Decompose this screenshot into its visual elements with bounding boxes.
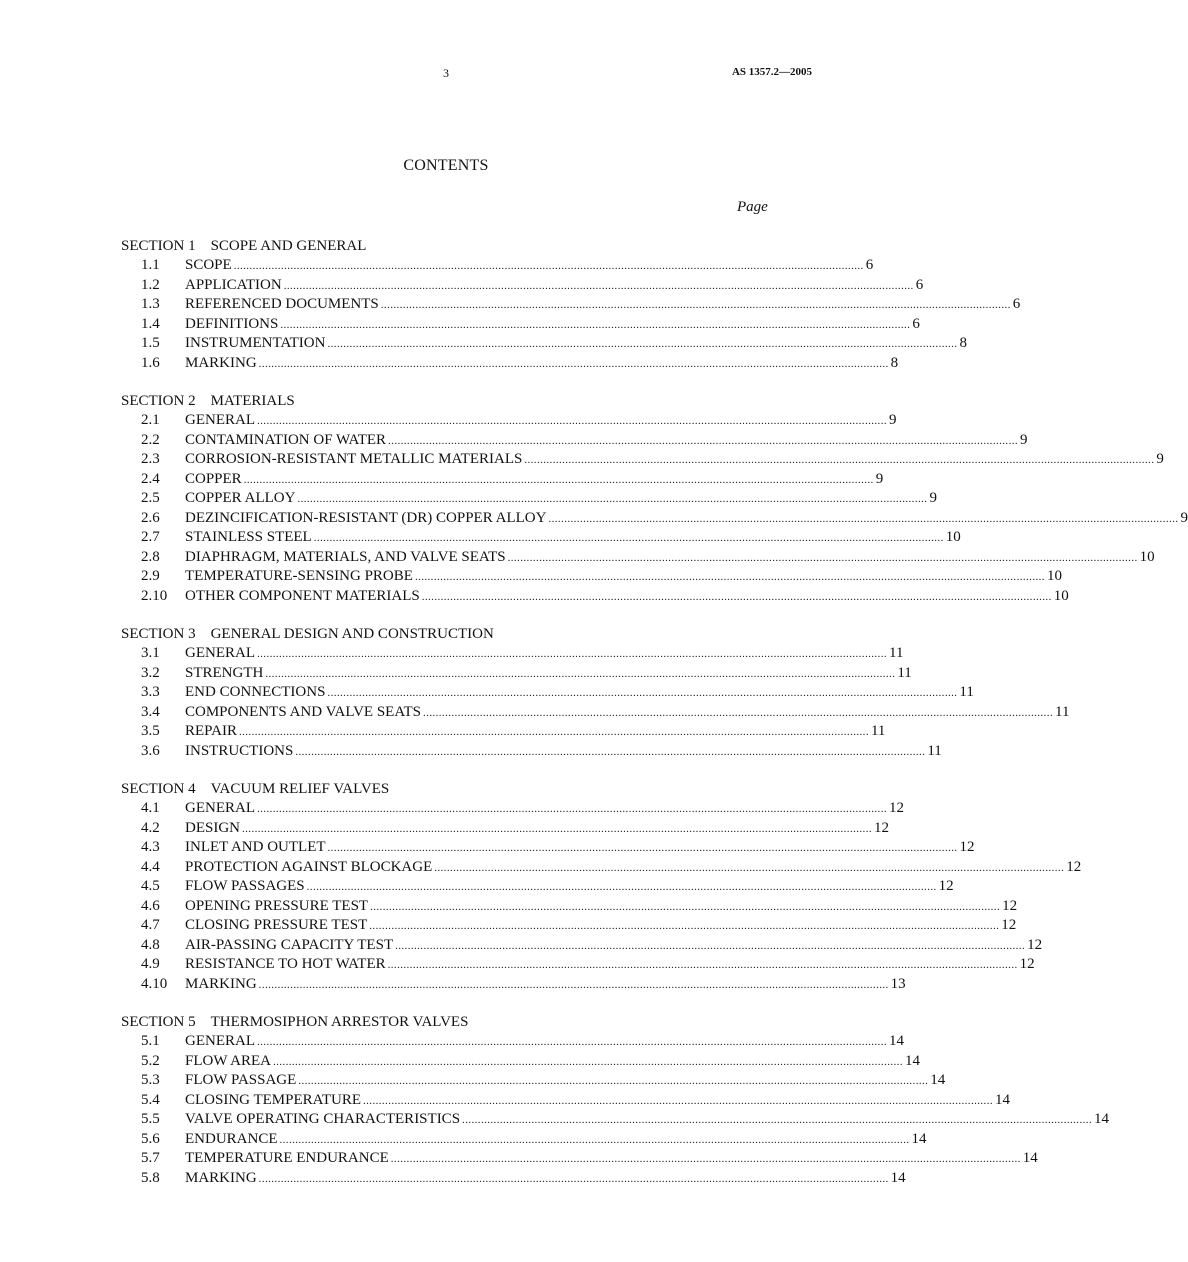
entry-page-number: 9 [1180,509,1188,526]
entry-title: CLOSING PRESSURE TEST [185,917,368,933]
toc-entry[interactable] [121,897,1018,917]
entry-number: 2.5 [141,490,160,506]
entry-number: 4.6 [141,897,160,914]
dot-leader: ........................................................................................................................................................................................................ [295,745,926,758]
entry-number: 1.3 [141,296,160,312]
toc-entry[interactable] [121,567,1062,587]
entry-page-number: 12 [1002,897,1018,914]
toc-entry[interactable] [121,799,904,819]
entry-page-number: 12 [1066,858,1082,875]
dot-leader: ........................................................................................................................................................................................................ [313,532,944,544]
entry-title: GENERAL [185,1033,255,1049]
toc-entry[interactable] [121,1052,920,1072]
entry-number: 3.6 [141,742,160,759]
entry-number: 1.4 [141,315,160,332]
entry-page-number: 10 [945,529,961,545]
toc-entry[interactable] [121,276,924,296]
toc-entry[interactable] [121,1091,1010,1111]
entry-number: 2.9 [141,568,160,584]
entry-title: OPENING PRESSURE TEST [185,897,369,914]
entry-title: GENERAL [185,800,255,816]
entry-page-number: 12 [874,819,889,836]
entry-page-number: 14 [904,1052,920,1069]
entry-title: AIR-PASSING CAPACITY TEST [185,936,394,953]
toc-entry[interactable] [121,256,874,276]
toc-entry[interactable] [121,838,975,858]
entry-title: MARKING [185,1169,257,1186]
entry-page-number: 6 [912,315,920,332]
entry-title: INLET AND OUTLET [185,839,326,855]
entry-page-number: 12 [889,800,904,816]
toc-entry[interactable] [121,411,897,431]
entry-title: SCOPE [185,257,232,273]
entry-page-number: 11 [889,645,904,661]
entry-number: 5.7 [141,1150,160,1166]
toc-entry[interactable] [121,1032,904,1052]
toc-entry[interactable] [121,431,1028,451]
dot-leader: ........................................................................................................................................................................................................ [369,920,1000,932]
entry-page-number: 11 [897,664,912,681]
entry-page-number: 14 [889,1033,904,1049]
dot-leader: ........................................................................................................................................................................................................ [280,318,911,331]
toc-entry[interactable] [121,528,961,548]
section-gap [121,994,771,1012]
dot-leader: ........................................................................................................................................................................................................ [387,959,1018,971]
entry-number: 2.4 [141,470,160,487]
entry-number: 1.2 [141,276,160,293]
entry-number: 1.5 [141,335,160,351]
entry-number: 5.1 [141,1033,160,1049]
toc-entry[interactable] [121,703,1070,723]
entry-page-number: 11 [927,742,942,759]
entry-page-number: 6 [1012,296,1021,312]
section-heading[interactable]: SECTION 2 MATERIALS [121,393,295,409]
toc-entry[interactable] [121,295,1021,315]
toc-entry[interactable] [121,1071,946,1091]
entry-page-number: 9 [1156,451,1164,467]
entry-page-number: 11 [1055,703,1070,720]
dot-leader: ........................................................................................................................................................................................................ [390,1153,1021,1165]
dot-leader: ........................................................................................................................................................................................................ [388,434,1019,447]
entry-number: 5.4 [141,1091,160,1108]
entry-page-number: 9 [889,412,897,428]
entry-title: END CONNECTIONS [185,684,326,700]
toc-section [121,779,1082,994]
toc-entry[interactable] [121,334,967,354]
entry-page-number: 14 [930,1072,946,1088]
entry-number: 3.5 [141,723,160,739]
toc-section [121,624,1070,761]
entry-page-number: 9 [875,470,884,487]
entry-number: 2.2 [141,431,160,448]
entry-title: DEZINCIFICATION-RESISTANT (DR) COPPER ALLOY [185,509,547,526]
dot-leader: ........................................................................................................................................................................................................ [297,493,928,505]
dot-leader: ........................................................................................................................................................................................................ [258,1172,889,1185]
dot-leader: ........................................................................................................................................................................................................ [257,648,887,660]
dot-leader: ........................................................................................................................................................................................................ [298,1075,929,1087]
toc-entry[interactable] [121,819,889,839]
toc-entry[interactable] [121,1130,927,1150]
entry-title: PROTECTION AGAINST BLOCKAGE [185,858,433,875]
entry-page-number: 14 [1022,1150,1038,1166]
dot-leader: ........................................................................................................................................................................................................ [414,571,1045,583]
entry-title: FLOW PASSAGE [185,1072,297,1088]
dot-leader: ........................................................................................................................................................................................................ [257,415,887,427]
entry-title: CONTAMINATION OF WATER [185,431,387,448]
dot-leader: ........................................................................................................................................................................................................ [380,299,1011,311]
entry-title: DIAPHRAGM, MATERIALS, AND VALVE SEATS [185,548,506,565]
section-heading[interactable]: SECTION 1 SCOPE AND GENERAL [121,238,367,254]
entry-number: 1.1 [141,257,160,273]
entry-title: TEMPERATURE ENDURANCE [185,1150,389,1166]
document-id: AS 1357.2—2005 [731,66,812,78]
dot-leader: ........................................................................................................................................................................................................ [265,667,896,680]
entry-title: DESIGN [185,819,240,836]
page-number: 3 [443,66,449,80]
entry-title: FLOW AREA [185,1052,271,1069]
entry-page-number: 12 [1027,936,1043,953]
dot-leader: ........................................................................................................................................................................................................ [507,551,1138,564]
contents-title: CONTENTS [403,157,489,174]
toc-entry[interactable] [121,1110,1110,1130]
entry-title: REPAIR [185,723,237,739]
dot-leader: ........................................................................................................................................................................................................ [548,512,1179,525]
entry-title: MARKING [185,975,257,992]
entry-number: 4.9 [141,956,160,972]
toc-entry[interactable] [121,877,954,897]
entry-page-number: 10 [1053,587,1069,604]
entry-title: TEMPERATURE-SENSING PROBE [185,568,413,584]
entry-title: MARKING [185,354,257,371]
entry-page-number: 8 [890,354,899,371]
toc-entry[interactable] [121,548,1155,568]
toc-entry[interactable] [121,644,904,664]
toc-entry[interactable] [121,664,912,684]
dot-leader: ........................................................................................................................................................................................................ [257,1036,887,1048]
entry-number: 2.3 [141,451,160,467]
entry-number: 1.6 [141,354,160,371]
entry-number: 4.10 [141,975,168,992]
entry-page-number: 13 [890,975,906,992]
dot-leader: ........................................................................................................................................................................................................ [279,1133,910,1146]
entry-title: COPPER [185,470,242,487]
entry-page-number: 8 [959,335,967,351]
page-column-label: Page [737,199,768,215]
entry-title: RESISTANCE TO HOT WATER [185,956,386,972]
toc-section [121,1012,1110,1188]
toc-entry[interactable] [121,509,1188,529]
dot-leader: ........................................................................................................................................................................................................ [327,338,958,350]
entry-number: 4.2 [141,819,160,836]
entry-page-number: 14 [911,1130,927,1147]
entry-page-number: 12 [959,839,975,855]
entry-number: 2.7 [141,529,160,545]
toc-entry[interactable] [121,936,1043,956]
toc-entry[interactable] [121,315,920,335]
dot-leader: ........................................................................................................................................................................................................ [257,803,887,815]
section-heading[interactable]: SECTION 5 THERMOSIPHON ARRESTOR VALVES [121,1014,469,1030]
entry-page-number: 14 [1094,1111,1110,1127]
toc-entry[interactable] [121,450,1164,470]
entry-page-number: 14 [995,1091,1010,1108]
toc-entry[interactable] [121,354,899,374]
entry-number: 5.3 [141,1072,160,1088]
dot-leader: ........................................................................................................................................................................................................ [243,473,874,486]
toc-section [121,391,1188,606]
entry-title: DEFINITIONS [185,315,279,332]
entry-page-number: 10 [1046,568,1062,584]
entry-title: GENERAL [185,645,255,661]
entry-number: 4.3 [141,839,160,855]
entry-title: INSTRUCTIONS [185,742,294,759]
entry-title: VALVE OPERATING CHARACTERISTICS [185,1111,461,1127]
toc-entry[interactable] [121,955,1035,975]
entry-number: 3.3 [141,684,160,700]
entry-number: 5.2 [141,1052,160,1069]
entry-number: 4.7 [141,917,160,933]
dot-leader: ........................................................................................................................................................................................................ [395,939,1026,952]
entry-title: STAINLESS STEEL [185,529,312,545]
entry-page-number: 6 [865,257,874,273]
dot-leader: ........................................................................................................................................................................................................ [421,590,1052,603]
toc-entry[interactable] [121,916,1017,936]
entry-number: 3.1 [141,645,160,661]
toc-entry[interactable] [121,858,1082,878]
toc-entry[interactable] [121,470,884,490]
dot-leader: ........................................................................................................................................................................................................ [306,881,937,893]
dot-leader: ........................................................................................................................................................................................................ [423,706,1054,719]
entry-number: 5.8 [141,1169,160,1186]
dot-leader: ........................................................................................................................................................................................................ [327,687,958,699]
entry-page-number: 12 [1001,917,1017,933]
entry-title: COMPONENTS AND VALVE SEATS [185,703,422,720]
entry-number: 5.5 [141,1111,160,1127]
entry-page-number: 12 [938,878,954,894]
entry-page-number: 12 [1019,956,1035,972]
dot-leader: ........................................................................................................................................................................................................ [363,1094,993,1107]
entry-number: 4.5 [141,878,160,894]
entry-number: 3.2 [141,664,160,681]
entry-title: APPLICATION [185,276,282,293]
toc-entry[interactable] [121,587,1069,607]
entry-title: STRENGTH [185,664,264,681]
toc-entry[interactable] [121,742,942,762]
dot-leader: ........................................................................................................................................................................................................ [258,357,889,370]
toc-entry[interactable] [121,683,974,703]
toc-entry[interactable] [121,1149,1038,1169]
entry-number: 4.8 [141,936,160,953]
entry-number: 2.10 [141,587,168,604]
dot-leader: ........................................................................................................................................................................................................ [233,260,864,272]
entry-number: 2.1 [141,412,160,428]
entry-page-number: 6 [915,276,924,293]
entry-title: GENERAL [185,412,255,428]
dot-leader: ........................................................................................................................................................................................................ [462,1114,1093,1126]
dot-leader: ........................................................................................................................................................................................................ [258,978,889,991]
entry-title: CLOSING TEMPERATURE [185,1091,361,1108]
entry-title: OTHER COMPONENT MATERIALS [185,587,420,604]
dot-leader: ........................................................................................................................................................................................................ [434,861,1065,874]
dot-leader: ........................................................................................................................................................................................................ [524,454,1155,466]
section-gap [121,606,771,624]
entry-number: 2.6 [141,509,160,526]
entry-number: 3.4 [141,703,160,720]
entry-title: ENDURANCE [185,1130,278,1147]
entry-page-number: 9 [1020,431,1028,448]
dot-leader: ........................................................................................................................................................................................................ [283,279,914,292]
dot-leader: ........................................................................................................................................................................................................ [327,842,958,854]
entry-number: 5.6 [141,1130,160,1147]
entry-title: COPPER ALLOY [185,490,296,506]
entry-title: INSTRUMENTATION [185,335,326,351]
table-of-contents [121,236,1188,1188]
dot-leader: ........................................................................................................................................................................................................ [272,1055,903,1068]
toc-entry[interactable] [121,975,906,995]
entry-number: 4.1 [141,800,160,816]
toc-entry[interactable] [121,722,886,742]
entry-title: CORROSION-RESISTANT METALLIC MATERIALS [185,451,523,467]
toc-entry[interactable] [121,489,937,509]
entry-page-number: 9 [929,490,937,506]
dot-leader: ........................................................................................................................................................................................................ [242,822,872,835]
section-gap [121,761,771,779]
entry-page-number: 10 [1139,548,1155,565]
entry-title: REFERENCED DOCUMENTS [185,296,379,312]
section-heading[interactable]: SECTION 4 VACUUM RELIEF VALVES [121,781,390,797]
dot-leader: ........................................................................................................................................................................................................ [238,726,869,738]
toc-entry[interactable] [121,1169,906,1189]
entry-page-number: 11 [959,684,974,700]
entry-number: 2.8 [141,548,160,565]
toc-section [121,236,1021,373]
section-heading[interactable]: SECTION 3 GENERAL DESIGN AND CONSTRUCTION [121,626,494,642]
entry-page-number: 14 [890,1169,906,1186]
entry-page-number: 11 [870,723,886,739]
dot-leader: ........................................................................................................................................................................................................ [370,900,1001,913]
entry-number: 4.4 [141,858,160,875]
entry-title: FLOW PASSAGES [185,878,305,894]
section-gap [121,373,771,391]
